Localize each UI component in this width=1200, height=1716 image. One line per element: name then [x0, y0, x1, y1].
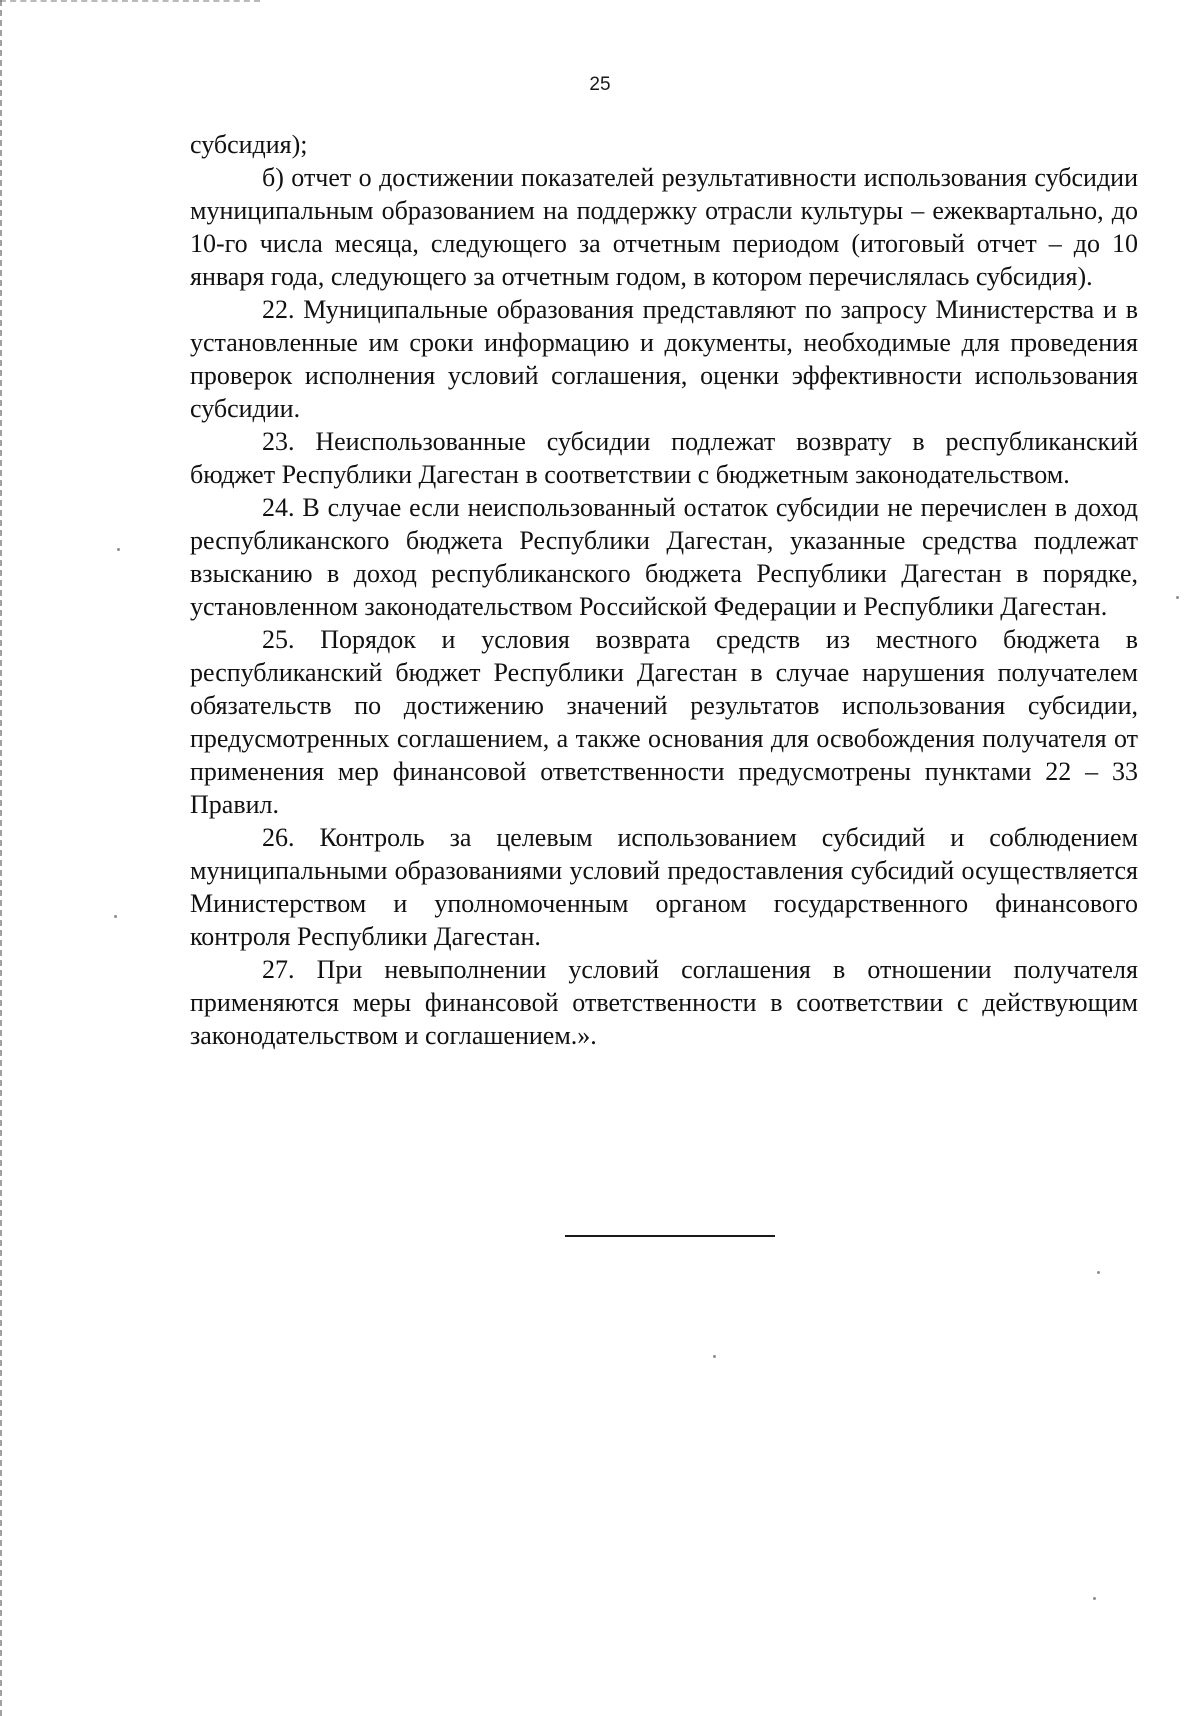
scan-edge-left — [0, 0, 5, 1716]
scan-speck — [1176, 596, 1179, 599]
scan-speck — [117, 548, 120, 551]
paragraph-22: 22. Муниципальные образования представляют по запросу Министерства и в установленные им сроки информацию и документы, необходимые для проведения проверок исполнения условий соглашения, оценки эффективности использования субсидии. — [190, 295, 1138, 423]
paragraph-23: 23. Неиспользованные субсидии подлежат возврату в республиканский бюджет Республики Дагестан в соответствии с бюджетным законодательством. — [190, 427, 1138, 489]
paragraph-subsidy-tail: субсидия); — [190, 130, 308, 159]
scan-edge-top — [0, 0, 260, 2]
scan-speck — [1097, 1271, 1100, 1274]
paragraph-b-report: б) отчет о достижении показателей результативности использования субсидии муниципальным образованием на поддержку отрасли культуры – ежеквартально, до 10-го числа месяца, следующего за отчетным периодом (итоговый отчет – до 10 января года, следующего за отчетным годом, в котором перечислялась субсидия). — [190, 163, 1138, 291]
page-number: 25 — [589, 74, 611, 95]
paragraph-24: 24. В случае если неиспользованный остаток субсидии не перечислен в доход республиканского бюджета Республики Дагестан, указанные средства подлежат взысканию в доход республиканского бюджета Республики Дагестан в порядке, установленном законодательством Российской Федерации и Республики Дагестан. — [190, 493, 1138, 621]
scan-speck — [1093, 1597, 1096, 1600]
scan-speck — [713, 1355, 716, 1358]
document-body — [190, 128, 1138, 1052]
scan-speck — [114, 915, 117, 918]
end-separator-line — [565, 1235, 775, 1237]
paragraph-25: 25. Порядок и условия возврата средств из местного бюджета в республиканский бюджет Республики Дагестан в случае нарушения получателем обязательств по достижению значений результатов использования субсидии, предусмотренных соглашением, а также основания для освобождения получателя от применения мер финансовой ответственности предусмотрены пунктами 22 – 33 Правил. — [190, 625, 1138, 819]
paragraph-26: 26. Контроль за целевым использованием субсидий и соблюдением муниципальными образованиями условий предоставления субсидий осуществляется Министерством и уполномоченным органом государственного финансового контроля Республики Дагестан. — [190, 823, 1138, 951]
paragraph-27: 27. При невыполнении условий соглашения в отношении получателя применяются меры финансовой ответственности в соответствии с действующим законодательством и соглашением.». — [190, 955, 1138, 1050]
